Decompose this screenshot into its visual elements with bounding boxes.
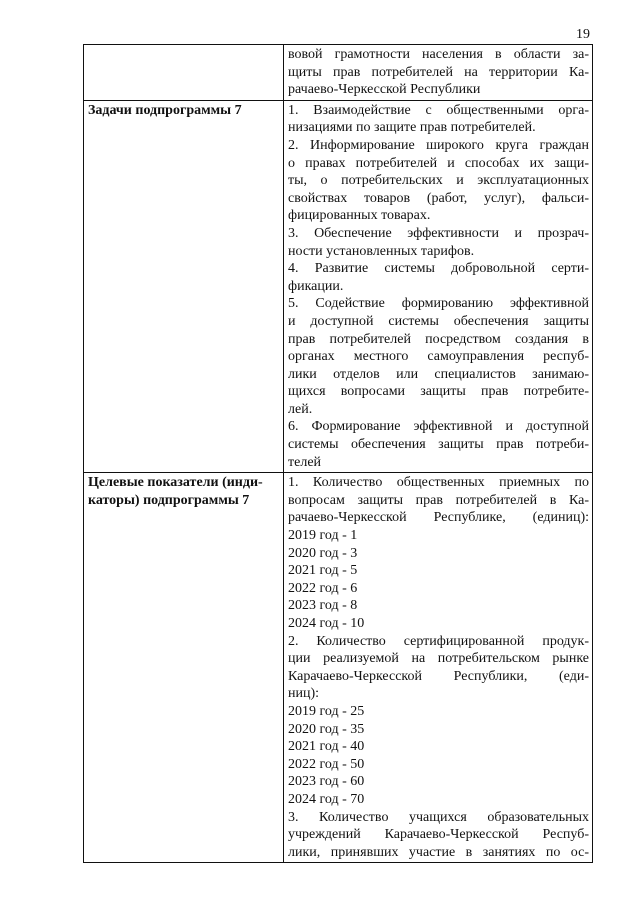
text-line: 2022 год - 6 (288, 580, 358, 596)
text-line: 2. Количество сертифицированной продук- (288, 633, 589, 649)
page-number: 19 (576, 27, 590, 42)
text-line: и доступной системы обеспечения защиты (288, 313, 589, 329)
subprogram-passport-table (83, 44, 593, 863)
text-line: 4. Развитие системы добровольной серти- (288, 261, 589, 277)
text-line: 2023 год - 8 (288, 598, 358, 614)
text-line: лики отделов или специалистов занимаю- (288, 366, 589, 382)
text-line: 2024 год - 70 (288, 791, 365, 807)
text-line: фицированных товарах. (288, 208, 431, 224)
text-line: фикации. (288, 278, 344, 294)
text-line: лики, принявших участие в занятиях по ос- (288, 844, 589, 860)
text-line: 2021 год - 40 (288, 739, 365, 755)
text-line: прав потребителей посредством создания в (288, 331, 589, 347)
table-row (84, 100, 593, 472)
text-line: рачаево-Черкесской Республике, (единиц): (288, 510, 589, 526)
text-line: 2022 год - 50 (288, 756, 365, 772)
text-line: системы обеспечения защиты прав потреби- (288, 437, 589, 453)
text-line: щихся вопросами защиты прав потребите- (288, 384, 589, 400)
text-line: Карачаево-Черкесской Республики, (еди- (288, 668, 589, 684)
text-line: 2020 год - 3 (288, 545, 358, 561)
text-line: 1. Взаимодействие с общественными орга- (288, 102, 589, 118)
text-line: низациями по защите прав потребителей. (288, 120, 536, 136)
row-label-cell (84, 45, 284, 101)
row-label-cell (84, 473, 284, 863)
row-content-cell (284, 473, 593, 863)
text-line: лей. (288, 401, 313, 417)
text-line: 2024 год - 10 (288, 616, 365, 631)
table-row (84, 45, 593, 101)
text-line: вопросам защиты прав потребителей в Ка- (288, 492, 589, 508)
text-line: ности установленных тарифов. (288, 243, 475, 259)
text-line: ты, о потребительских и эксплуатационных (288, 173, 589, 189)
text-line: свойствах товаров (работ, услуг), фальси- (288, 190, 589, 206)
row-label-cell (84, 100, 284, 472)
text-line: 2019 год - 25 (288, 703, 365, 719)
text-line: 5. Содействие формированию эффективной (288, 296, 589, 312)
text-line: телей (288, 454, 322, 470)
row-content-cell (284, 100, 593, 472)
text-line: 3. Количество учащихся образовательных (288, 809, 589, 825)
table-row (84, 473, 593, 863)
text-line: 2019 год - 1 (288, 528, 358, 544)
text-line: 2. Информирование широкого круга граждан (288, 137, 589, 153)
text-line: 6. Формирование эффективной и доступной (288, 419, 589, 435)
text-line: 2023 год - 60 (288, 774, 365, 790)
text-line: 1. Количество общественных приемных по (288, 475, 589, 491)
text-line: учреждений Карачаево-Черкесской Респуб- (288, 827, 589, 843)
text-line: щиты прав потребителей на территории Ка- (288, 64, 589, 80)
text-line: органах местного самоуправления респуб- (288, 349, 589, 365)
text-line: 2021 год - 5 (288, 563, 358, 579)
text-line: ции реализуемой на потребительском рынке (288, 651, 589, 667)
text-line: 3. Обеспечение эффективности и прозрач- (288, 225, 589, 241)
text-line: 2020 год - 35 (288, 721, 365, 737)
text-line: ниц): (288, 686, 320, 702)
row-label: Целевые показатели (инди- каторы) подпрограммы 7 (88, 475, 263, 508)
text-line: о правах потребителей и способах их защи- (288, 155, 589, 171)
text-line: рачаево-Черкесской Республики (288, 82, 481, 98)
row-label: Задачи подпрограммы 7 (88, 102, 242, 118)
row-content-cell (284, 45, 593, 101)
text-line: вовой грамотности населения в области за- (288, 47, 589, 62)
